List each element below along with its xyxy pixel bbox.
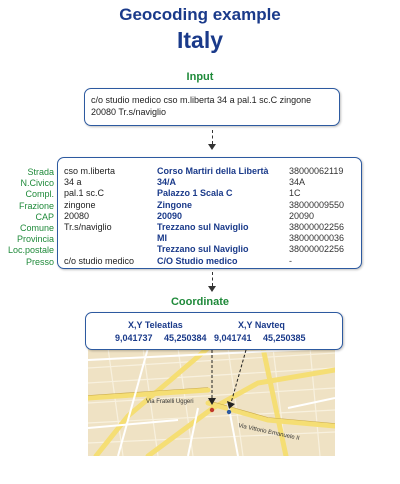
raw-value (64, 233, 134, 244)
normalized-value: Trezzano sul Naviglio (157, 244, 249, 255)
field-label: Comune (19, 223, 54, 234)
field-labels (4, 167, 54, 268)
field-label: N.Civico (20, 178, 54, 189)
normalized-value: Palazzo 1 Scala C (157, 188, 233, 199)
flow-arrow-head (208, 286, 216, 292)
raw-value: c/o studio medico (64, 255, 135, 266)
page-subtitle: Italy (176, 27, 224, 53)
field-label: Presso (25, 256, 54, 267)
field-label: Provincia (16, 234, 54, 245)
input-text-line-2: 20080 Tr.s/naviglio (91, 107, 167, 117)
coordinates-box (85, 312, 343, 350)
code-value: 34A (289, 177, 306, 188)
coordinate-label: Coordinate (170, 296, 230, 308)
code-value: 38000002256 (289, 244, 345, 255)
navteq-x: 9,041741 (214, 333, 252, 343)
code-value: - (289, 255, 292, 266)
street-label: Via Fratelli Uggeri (146, 399, 194, 405)
field-label: CAP (35, 211, 54, 222)
raw-values-column (64, 166, 134, 267)
normalized-values-column (157, 166, 269, 267)
flow-arrow-line (212, 130, 213, 144)
field-label: Compl. (25, 189, 54, 200)
teleatlas-x: 9,041737 (115, 333, 153, 343)
code-value: 38000002256 (289, 221, 345, 232)
navteq-y: 45,250385 (263, 333, 306, 343)
code-value: 38000009550 (289, 199, 345, 210)
field-label: Strada (27, 167, 54, 177)
raw-value: cso m.liberta (64, 166, 116, 176)
geocoding-result-box (57, 157, 362, 269)
street-map (88, 348, 335, 456)
field-label: Loc.postale (7, 245, 54, 256)
code-value: 38000000036 (289, 233, 345, 244)
teleatlas-y: 45,250384 (164, 333, 207, 343)
normalized-value: Trezzano sul Naviglio (157, 221, 249, 232)
normalized-value: Zingone (157, 199, 192, 210)
normalized-value: Corso Martiri della Libertà (157, 166, 269, 176)
raw-value (64, 244, 134, 255)
raw-value: 34 a (64, 177, 82, 188)
normalized-value: 20090 (157, 210, 183, 221)
flow-arrow-line (212, 272, 213, 286)
street-label: Via Vittorio Emanuele II (237, 423, 300, 442)
normalized-value: 34/A (157, 177, 177, 188)
raw-value: zingone (64, 199, 96, 210)
code-value: 20090 (289, 210, 315, 221)
raw-value: Tr.s/naviglio (64, 221, 112, 232)
page-title: Geocoding example (119, 5, 281, 24)
normalized-value: C/O Studio medico (157, 255, 238, 266)
input-box (84, 88, 340, 126)
raw-value: pal.1 sc.C (64, 188, 105, 199)
field-label: Frazione (18, 200, 54, 211)
flow-arrow-head (208, 144, 216, 150)
codes-column (289, 166, 344, 267)
raw-value: 20080 (64, 210, 90, 221)
code-value: 38000062119 (289, 166, 344, 176)
code-value: 1C (289, 188, 301, 199)
input-text-line-1: c/o studio medico cso m.liberta 34 a pal.1 sc.C zingone (91, 95, 312, 105)
normalized-value: MI (157, 233, 167, 244)
navteq-header: X,Y Navteq (238, 320, 285, 330)
input-label: Input (186, 71, 214, 83)
teleatlas-header: X,Y Teleatlas (128, 320, 183, 330)
